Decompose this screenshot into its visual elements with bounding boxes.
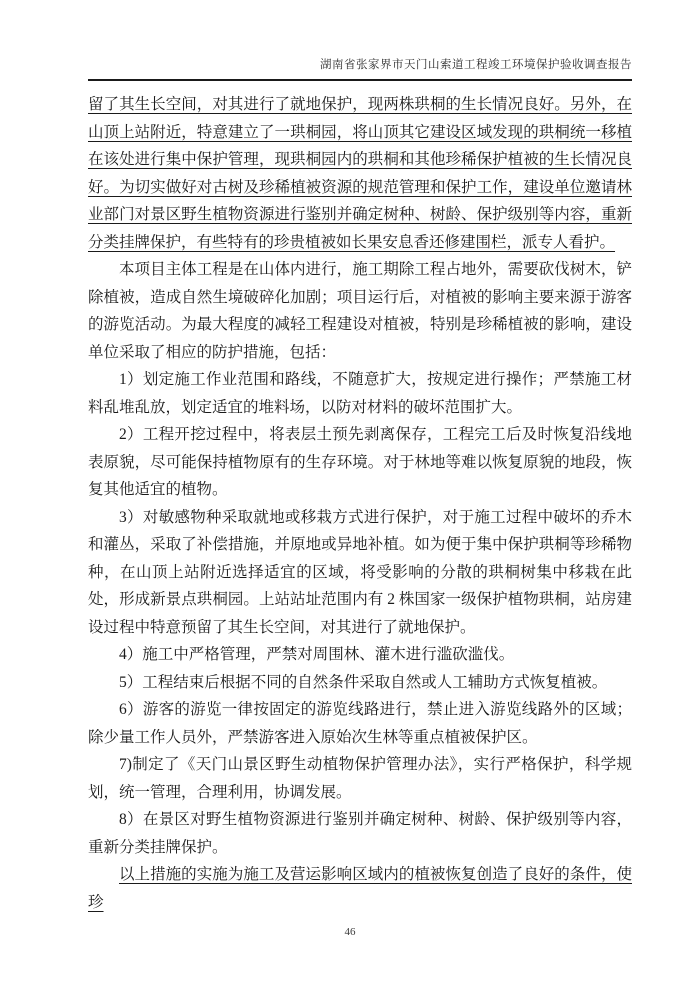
header-title: 湖南省张家界市天门山索道工程竣工环境保护验收调查报告: [320, 59, 632, 71]
page-number: 46: [344, 926, 356, 938]
measure-item-5: 5）工程结束后根据不同的自然条件采取自然或人工辅助方式恢复植被。: [119, 673, 608, 691]
measure-item-2: 2）工程开挖过程中，将表层土预先剥离保存，工程完工后及时恢复沿线地表原貌，尽可能保持植物原有的生存环境。对于林地等难以恢复原貌的地段，恢复其他适宜的植物。: [88, 426, 632, 498]
measure-item-1: 1）划定施工作业范围和路线，不随意扩大，按规定进行操作；严禁施工材料乱堆乱放，划定适宜的堆料场，以防对材料的破坏范围扩大。: [88, 371, 632, 416]
measure-item-8: 8）在景区对野生植物资源进行鉴别并确定树种、树龄、保护级别等内容，重新分类挂牌保护。: [88, 811, 632, 856]
page-footer: [0, 926, 700, 938]
measure-item-6: 6）游客的游览一律按固定的游览线路进行，禁止进入游览线路外的区域；除少量工作人员外，严禁游客进入原始次生林等重点植被保护区。: [88, 701, 632, 746]
paragraph-main-project-impact: 本项目主体工程是在山体内进行，施工期除工程占地外，需要砍伐树木，铲除植被，造成自然生境破碎化加剧；项目运行后，对植被的影响主要来源于游客的游览活动。为最大程度的减轻工程建设对植被，特别是珍稀植被的影响，建设单位采取了相应的防护措施，包括：: [88, 261, 632, 361]
page-header: [88, 56, 632, 81]
measure-item-7: 7)制定了《天门山景区野生动植物保护管理办法》，实行严格保护，科学规划，统一管理，合理利用，协调发展。: [88, 756, 632, 801]
paragraph-continuation-protection: 留了其生长空间，对其进行了就地保护，现两株珙桐的生长情况良好。另外，在山顶上站附近，特意建立了一珙桐园，将山顶其它建设区域发现的珙桐统一移植在该处进行集中保护管理，现珙桐园内的珙桐和其他珍稀保护植被的生长情况良好。为切实做好对古树及珍稀植被资源的规范管理和保护工作，建设单位邀请林业部门对景区野生植物资源进行鉴别并确定树种、树龄、保护级别等内容，重新分类挂牌保护，有些特有的珍贵植被如长果安息香还修建围栏，派专人看护。: [88, 96, 632, 251]
measure-item-3: 3）对敏感物种采取就地或移栽方式进行保护，对于施工过程中破坏的乔木和灌丛，采取了补偿措施，并原地或异地补植。如为便于集中保护珙桐等珍稀物种，在山顶上站附近选择适宜的区域，将受影响的分散的珙桐树集中移栽在此处，形成新景点珙桐园。上站站址范围内有 2 株国家一级保护植物珙桐，站房建设过程中特意预留了其生长空间，对其进行了就地保护。: [88, 508, 632, 636]
document-body: [88, 91, 632, 916]
paragraph-conclusion: 以上措施的实施为施工及营运影响区域内的植被恢复创造了良好的条件，使珍: [88, 866, 632, 911]
measure-item-4: 4）施工中严格管理，严禁对周围林、灌木进行滥砍滥伐。: [119, 646, 515, 663]
